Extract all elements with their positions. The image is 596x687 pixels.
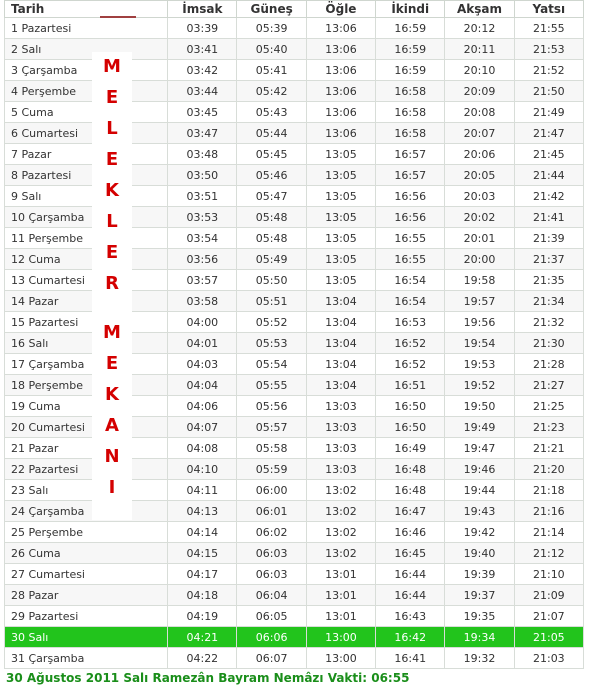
cell-aksam: 20:08 bbox=[445, 102, 514, 123]
cell-ikindi: 16:50 bbox=[376, 417, 445, 438]
watermark-letter: L bbox=[106, 211, 118, 232]
cell-ogle: 13:05 bbox=[306, 249, 375, 270]
cell-gunes: 05:51 bbox=[237, 291, 306, 312]
cell-date: 1 Pazartesi bbox=[5, 18, 168, 39]
cell-gunes: 06:06 bbox=[237, 627, 306, 648]
cell-imsak: 04:13 bbox=[168, 501, 237, 522]
cell-ikindi: 16:44 bbox=[376, 585, 445, 606]
cell-yatsi: 21:53 bbox=[514, 39, 583, 60]
watermark-letter: M bbox=[103, 322, 121, 343]
cell-gunes: 05:58 bbox=[237, 438, 306, 459]
cell-yatsi: 21:34 bbox=[514, 291, 583, 312]
cell-aksam: 20:12 bbox=[445, 18, 514, 39]
cell-date: 21 Pazar bbox=[5, 438, 168, 459]
cell-yatsi: 21:49 bbox=[514, 102, 583, 123]
cell-ogle: 13:06 bbox=[306, 81, 375, 102]
cell-yatsi: 21:41 bbox=[514, 207, 583, 228]
cell-ikindi: 16:54 bbox=[376, 291, 445, 312]
cell-yatsi: 21:10 bbox=[514, 564, 583, 585]
cell-ikindi: 16:48 bbox=[376, 459, 445, 480]
cell-imsak: 04:11 bbox=[168, 480, 237, 501]
cell-ikindi: 16:57 bbox=[376, 165, 445, 186]
watermark-letter: K bbox=[105, 384, 119, 405]
cell-imsak: 03:58 bbox=[168, 291, 237, 312]
cell-gunes: 05:43 bbox=[237, 102, 306, 123]
cell-ikindi: 16:50 bbox=[376, 396, 445, 417]
cell-date: 4 Perşembe bbox=[5, 81, 168, 102]
cell-ogle: 13:05 bbox=[306, 228, 375, 249]
cell-aksam: 19:44 bbox=[445, 480, 514, 501]
cell-gunes: 05:47 bbox=[237, 186, 306, 207]
cell-imsak: 04:04 bbox=[168, 375, 237, 396]
cell-imsak: 04:08 bbox=[168, 438, 237, 459]
cell-aksam: 20:00 bbox=[445, 249, 514, 270]
holiday-prayer-note: 30 Ağustos 2011 Salı Ramezân Bayram Nemâzı Vakti: 06:55 bbox=[6, 671, 410, 685]
cell-ogle: 13:05 bbox=[306, 144, 375, 165]
table-row bbox=[5, 606, 584, 627]
cell-date: 2 Salı bbox=[5, 39, 168, 60]
cell-ikindi: 16:51 bbox=[376, 375, 445, 396]
cell-ikindi: 16:43 bbox=[376, 606, 445, 627]
cell-gunes: 05:52 bbox=[237, 312, 306, 333]
cell-aksam: 19:49 bbox=[445, 417, 514, 438]
cell-gunes: 05:45 bbox=[237, 144, 306, 165]
cell-gunes: 06:00 bbox=[237, 480, 306, 501]
cell-ogle: 13:06 bbox=[306, 60, 375, 81]
watermark-letters bbox=[92, 52, 132, 520]
cell-ikindi: 16:42 bbox=[376, 627, 445, 648]
cell-date: 30 Salı bbox=[5, 627, 168, 648]
cell-ikindi: 16:49 bbox=[376, 438, 445, 459]
cell-aksam: 19:56 bbox=[445, 312, 514, 333]
cell-imsak: 03:42 bbox=[168, 60, 237, 81]
cell-aksam: 20:05 bbox=[445, 165, 514, 186]
cell-aksam: 20:01 bbox=[445, 228, 514, 249]
cell-gunes: 05:44 bbox=[237, 123, 306, 144]
cell-ogle: 13:03 bbox=[306, 459, 375, 480]
cell-ogle: 13:03 bbox=[306, 417, 375, 438]
cell-imsak: 03:56 bbox=[168, 249, 237, 270]
cell-imsak: 04:19 bbox=[168, 606, 237, 627]
cell-date: 28 Pazar bbox=[5, 585, 168, 606]
cell-gunes: 05:55 bbox=[237, 375, 306, 396]
watermark-letter: I bbox=[108, 477, 116, 498]
cell-yatsi: 21:20 bbox=[514, 459, 583, 480]
cell-imsak: 04:14 bbox=[168, 522, 237, 543]
cell-yatsi: 21:09 bbox=[514, 585, 583, 606]
column-header-imsak: İmsak bbox=[168, 1, 237, 18]
cell-yatsi: 21:44 bbox=[514, 165, 583, 186]
watermark-letter: E bbox=[105, 149, 119, 170]
cell-ikindi: 16:59 bbox=[376, 18, 445, 39]
cell-aksam: 19:35 bbox=[445, 606, 514, 627]
cell-gunes: 05:50 bbox=[237, 270, 306, 291]
watermark-letter: E bbox=[105, 353, 119, 374]
cell-aksam: 19:37 bbox=[445, 585, 514, 606]
cell-date: 18 Perşembe bbox=[5, 375, 168, 396]
cell-date: 22 Pazartesi bbox=[5, 459, 168, 480]
cell-ogle: 13:01 bbox=[306, 585, 375, 606]
cell-date: 15 Pazartesi bbox=[5, 312, 168, 333]
cell-gunes: 05:48 bbox=[237, 207, 306, 228]
cell-date: 14 Pazar bbox=[5, 291, 168, 312]
cell-aksam: 20:02 bbox=[445, 207, 514, 228]
cell-date: 6 Cumartesi bbox=[5, 123, 168, 144]
cell-yatsi: 21:16 bbox=[514, 501, 583, 522]
column-header-date: Tarih bbox=[5, 1, 168, 18]
cell-date: 5 Cuma bbox=[5, 102, 168, 123]
cell-ogle: 13:04 bbox=[306, 333, 375, 354]
cell-imsak: 03:54 bbox=[168, 228, 237, 249]
cell-ogle: 13:02 bbox=[306, 543, 375, 564]
cell-ikindi: 16:59 bbox=[376, 60, 445, 81]
table-row bbox=[5, 18, 584, 39]
cell-imsak: 04:21 bbox=[168, 627, 237, 648]
cell-gunes: 06:02 bbox=[237, 522, 306, 543]
cell-imsak: 04:17 bbox=[168, 564, 237, 585]
cell-ogle: 13:03 bbox=[306, 396, 375, 417]
cell-ikindi: 16:44 bbox=[376, 564, 445, 585]
cell-aksam: 20:11 bbox=[445, 39, 514, 60]
cell-gunes: 05:46 bbox=[237, 165, 306, 186]
cell-imsak: 04:01 bbox=[168, 333, 237, 354]
cell-date: 12 Cuma bbox=[5, 249, 168, 270]
cell-ogle: 13:01 bbox=[306, 606, 375, 627]
cell-yatsi: 21:07 bbox=[514, 606, 583, 627]
watermark-letter: E bbox=[105, 87, 119, 108]
cell-aksam: 19:32 bbox=[445, 648, 514, 669]
watermark-letter: R bbox=[105, 273, 119, 294]
header-underline-mark bbox=[100, 16, 136, 18]
cell-yatsi: 21:28 bbox=[514, 354, 583, 375]
cell-aksam: 19:39 bbox=[445, 564, 514, 585]
cell-gunes: 05:41 bbox=[237, 60, 306, 81]
watermark-letter: A bbox=[105, 415, 119, 436]
cell-ogle: 13:05 bbox=[306, 165, 375, 186]
cell-gunes: 05:54 bbox=[237, 354, 306, 375]
cell-imsak: 04:10 bbox=[168, 459, 237, 480]
table-row bbox=[5, 543, 584, 564]
cell-imsak: 03:51 bbox=[168, 186, 237, 207]
column-header-ogle: Öğle bbox=[306, 1, 375, 18]
cell-yatsi: 21:21 bbox=[514, 438, 583, 459]
cell-imsak: 04:07 bbox=[168, 417, 237, 438]
cell-ogle: 13:00 bbox=[306, 648, 375, 669]
watermark-letter: N bbox=[104, 446, 120, 467]
prayer-times-panel bbox=[4, 0, 584, 669]
table-row bbox=[5, 522, 584, 543]
cell-imsak: 03:44 bbox=[168, 81, 237, 102]
cell-ikindi: 16:58 bbox=[376, 102, 445, 123]
cell-ikindi: 16:53 bbox=[376, 312, 445, 333]
cell-imsak: 03:45 bbox=[168, 102, 237, 123]
cell-gunes: 06:05 bbox=[237, 606, 306, 627]
cell-ogle: 13:05 bbox=[306, 186, 375, 207]
cell-yatsi: 21:27 bbox=[514, 375, 583, 396]
column-header-gunes: Güneş bbox=[237, 1, 306, 18]
cell-yatsi: 21:52 bbox=[514, 60, 583, 81]
cell-gunes: 05:39 bbox=[237, 18, 306, 39]
cell-date: 25 Perşembe bbox=[5, 522, 168, 543]
cell-gunes: 05:40 bbox=[237, 39, 306, 60]
cell-ikindi: 16:54 bbox=[376, 270, 445, 291]
cell-yatsi: 21:47 bbox=[514, 123, 583, 144]
cell-ogle: 13:04 bbox=[306, 312, 375, 333]
cell-gunes: 05:42 bbox=[237, 81, 306, 102]
cell-ogle: 13:02 bbox=[306, 501, 375, 522]
cell-aksam: 19:43 bbox=[445, 501, 514, 522]
cell-aksam: 19:58 bbox=[445, 270, 514, 291]
cell-date: 10 Çarşamba bbox=[5, 207, 168, 228]
cell-date: 19 Cuma bbox=[5, 396, 168, 417]
table-row bbox=[5, 627, 584, 648]
cell-aksam: 19:52 bbox=[445, 375, 514, 396]
watermark-letter: K bbox=[105, 180, 119, 201]
cell-date: 27 Cumartesi bbox=[5, 564, 168, 585]
cell-aksam: 19:42 bbox=[445, 522, 514, 543]
cell-ikindi: 16:41 bbox=[376, 648, 445, 669]
cell-date: 16 Salı bbox=[5, 333, 168, 354]
cell-yatsi: 21:18 bbox=[514, 480, 583, 501]
table-header-row bbox=[5, 1, 584, 18]
watermark-letter: M bbox=[103, 56, 121, 77]
cell-ogle: 13:04 bbox=[306, 375, 375, 396]
cell-ogle: 13:02 bbox=[306, 480, 375, 501]
cell-ogle: 13:04 bbox=[306, 354, 375, 375]
cell-yatsi: 21:37 bbox=[514, 249, 583, 270]
cell-ogle: 13:00 bbox=[306, 627, 375, 648]
table-row bbox=[5, 585, 584, 606]
cell-aksam: 19:47 bbox=[445, 438, 514, 459]
cell-yatsi: 21:50 bbox=[514, 81, 583, 102]
cell-gunes: 06:01 bbox=[237, 501, 306, 522]
cell-ikindi: 16:52 bbox=[376, 333, 445, 354]
cell-date: 29 Pazartesi bbox=[5, 606, 168, 627]
cell-gunes: 06:07 bbox=[237, 648, 306, 669]
column-header-aksam: Akşam bbox=[445, 1, 514, 18]
cell-aksam: 20:09 bbox=[445, 81, 514, 102]
cell-yatsi: 21:14 bbox=[514, 522, 583, 543]
table-row bbox=[5, 564, 584, 585]
watermark-letter: L bbox=[106, 118, 118, 139]
cell-ogle: 13:06 bbox=[306, 102, 375, 123]
cell-imsak: 04:15 bbox=[168, 543, 237, 564]
cell-yatsi: 21:39 bbox=[514, 228, 583, 249]
cell-imsak: 04:06 bbox=[168, 396, 237, 417]
cell-gunes: 06:03 bbox=[237, 543, 306, 564]
cell-date: 23 Salı bbox=[5, 480, 168, 501]
cell-yatsi: 21:05 bbox=[514, 627, 583, 648]
cell-gunes: 05:49 bbox=[237, 249, 306, 270]
column-header-ikindi: İkindi bbox=[376, 1, 445, 18]
cell-aksam: 19:57 bbox=[445, 291, 514, 312]
cell-ogle: 13:04 bbox=[306, 291, 375, 312]
cell-imsak: 04:22 bbox=[168, 648, 237, 669]
cell-date: 31 Çarşamba bbox=[5, 648, 168, 669]
cell-ogle: 13:03 bbox=[306, 438, 375, 459]
prayer-times-table bbox=[4, 0, 584, 669]
cell-date: 7 Pazar bbox=[5, 144, 168, 165]
cell-ikindi: 16:56 bbox=[376, 186, 445, 207]
cell-ikindi: 16:58 bbox=[376, 81, 445, 102]
cell-imsak: 03:50 bbox=[168, 165, 237, 186]
cell-imsak: 04:18 bbox=[168, 585, 237, 606]
cell-imsak: 04:00 bbox=[168, 312, 237, 333]
cell-aksam: 19:34 bbox=[445, 627, 514, 648]
cell-imsak: 03:48 bbox=[168, 144, 237, 165]
cell-ikindi: 16:55 bbox=[376, 249, 445, 270]
cell-date: 3 Çarşamba bbox=[5, 60, 168, 81]
cell-gunes: 05:59 bbox=[237, 459, 306, 480]
cell-gunes: 05:57 bbox=[237, 417, 306, 438]
cell-aksam: 19:50 bbox=[445, 396, 514, 417]
cell-gunes: 05:48 bbox=[237, 228, 306, 249]
cell-aksam: 19:53 bbox=[445, 354, 514, 375]
cell-ogle: 13:06 bbox=[306, 39, 375, 60]
cell-yatsi: 21:12 bbox=[514, 543, 583, 564]
cell-date: 20 Cumartesi bbox=[5, 417, 168, 438]
watermark-letter: E bbox=[105, 242, 119, 263]
cell-ogle: 13:05 bbox=[306, 207, 375, 228]
cell-aksam: 19:46 bbox=[445, 459, 514, 480]
cell-imsak: 04:03 bbox=[168, 354, 237, 375]
cell-imsak: 03:39 bbox=[168, 18, 237, 39]
cell-imsak: 03:41 bbox=[168, 39, 237, 60]
cell-ikindi: 16:59 bbox=[376, 39, 445, 60]
cell-ogle: 13:01 bbox=[306, 564, 375, 585]
table-row bbox=[5, 648, 584, 669]
cell-ikindi: 16:52 bbox=[376, 354, 445, 375]
cell-date: 13 Cumartesi bbox=[5, 270, 168, 291]
cell-ikindi: 16:48 bbox=[376, 480, 445, 501]
cell-date: 9 Salı bbox=[5, 186, 168, 207]
cell-yatsi: 21:30 bbox=[514, 333, 583, 354]
cell-ikindi: 16:55 bbox=[376, 228, 445, 249]
cell-ogle: 13:02 bbox=[306, 522, 375, 543]
cell-yatsi: 21:25 bbox=[514, 396, 583, 417]
cell-imsak: 03:53 bbox=[168, 207, 237, 228]
cell-ikindi: 16:58 bbox=[376, 123, 445, 144]
cell-yatsi: 21:03 bbox=[514, 648, 583, 669]
cell-yatsi: 21:42 bbox=[514, 186, 583, 207]
cell-ikindi: 16:56 bbox=[376, 207, 445, 228]
cell-imsak: 03:47 bbox=[168, 123, 237, 144]
cell-aksam: 19:40 bbox=[445, 543, 514, 564]
cell-ogle: 13:06 bbox=[306, 18, 375, 39]
cell-aksam: 20:07 bbox=[445, 123, 514, 144]
cell-yatsi: 21:55 bbox=[514, 18, 583, 39]
cell-imsak: 03:57 bbox=[168, 270, 237, 291]
cell-yatsi: 21:45 bbox=[514, 144, 583, 165]
cell-date: 26 Cuma bbox=[5, 543, 168, 564]
cell-date: 11 Perşembe bbox=[5, 228, 168, 249]
cell-ikindi: 16:47 bbox=[376, 501, 445, 522]
cell-date: 8 Pazartesi bbox=[5, 165, 168, 186]
cell-aksam: 19:54 bbox=[445, 333, 514, 354]
cell-gunes: 06:03 bbox=[237, 564, 306, 585]
cell-gunes: 06:04 bbox=[237, 585, 306, 606]
cell-ikindi: 16:45 bbox=[376, 543, 445, 564]
column-header-yatsi: Yatsı bbox=[514, 1, 583, 18]
cell-aksam: 20:10 bbox=[445, 60, 514, 81]
cell-ikindi: 16:57 bbox=[376, 144, 445, 165]
cell-gunes: 05:53 bbox=[237, 333, 306, 354]
cell-date: 24 Çarşamba bbox=[5, 501, 168, 522]
cell-aksam: 20:03 bbox=[445, 186, 514, 207]
cell-yatsi: 21:32 bbox=[514, 312, 583, 333]
cell-ogle: 13:06 bbox=[306, 123, 375, 144]
cell-aksam: 20:06 bbox=[445, 144, 514, 165]
cell-ogle: 13:05 bbox=[306, 270, 375, 291]
cell-gunes: 05:56 bbox=[237, 396, 306, 417]
cell-yatsi: 21:35 bbox=[514, 270, 583, 291]
cell-date: 17 Çarşamba bbox=[5, 354, 168, 375]
cell-ikindi: 16:46 bbox=[376, 522, 445, 543]
cell-yatsi: 21:23 bbox=[514, 417, 583, 438]
